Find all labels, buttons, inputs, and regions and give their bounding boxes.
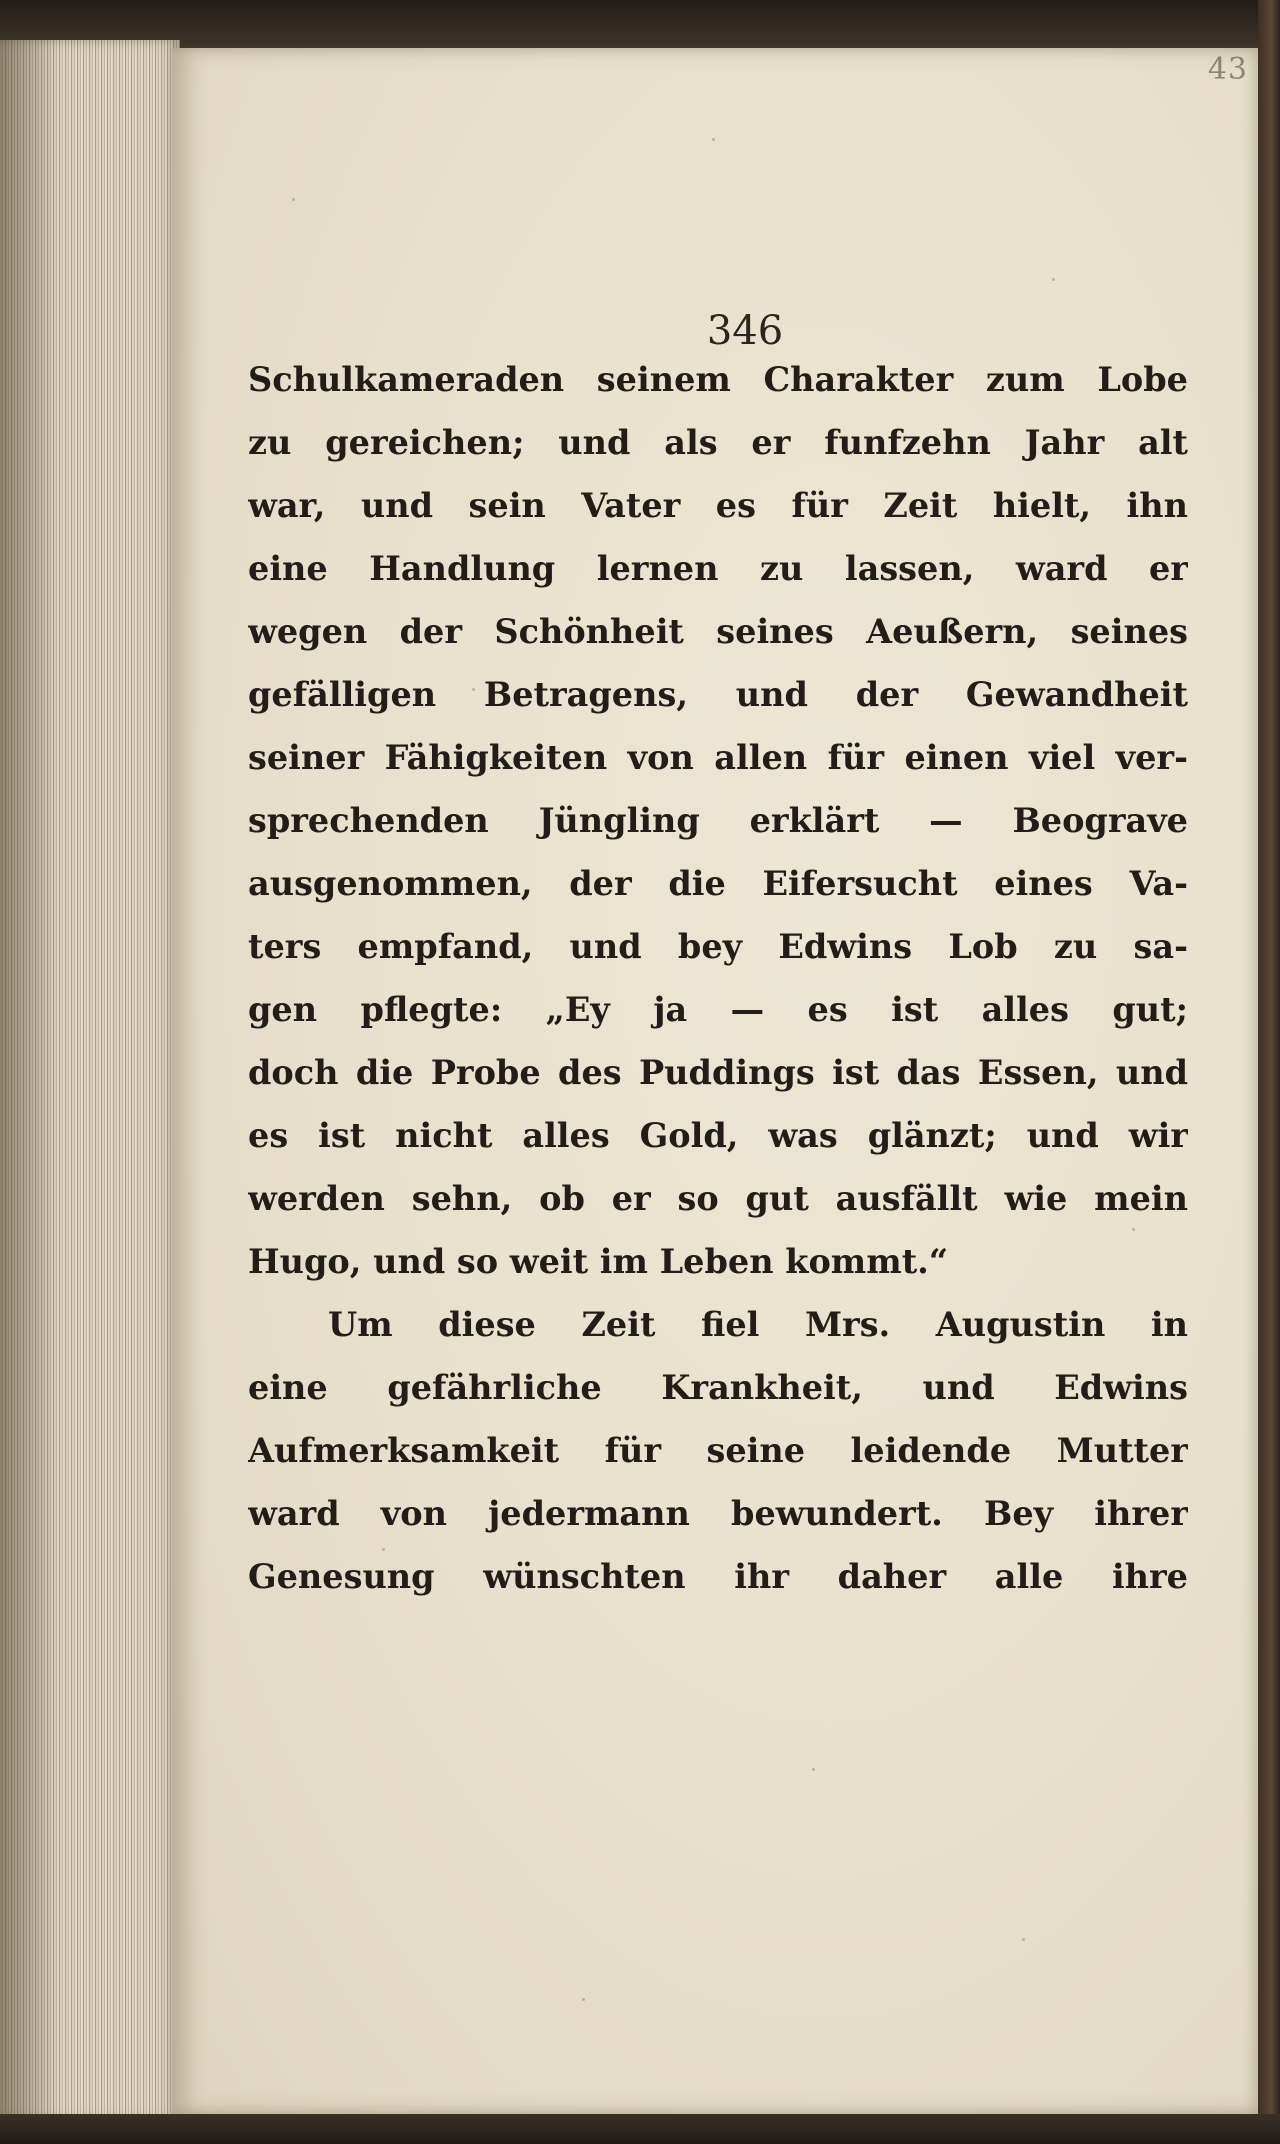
page-edges bbox=[0, 40, 180, 2120]
text-line: Um diese Zeit fiel Mrs. Augustin in bbox=[328, 1305, 1188, 1344]
text-line: wegen der Schönheit seines Aeußern, seines bbox=[248, 612, 1188, 651]
paper-speck bbox=[1022, 1938, 1025, 1941]
paper-speck bbox=[582, 1998, 585, 2001]
text-line: Hugo, und so weit im Leben kommt.“ bbox=[248, 1242, 949, 1281]
paper-speck bbox=[812, 1768, 815, 1771]
text-line: gen pflegte: „Ey ja — es ist alles gut; bbox=[248, 990, 1188, 1029]
paper-speck bbox=[712, 138, 715, 141]
paper-speck bbox=[292, 198, 295, 201]
paper-speck bbox=[1052, 278, 1055, 281]
text-line: doch die Probe des Puddings ist das Essen, und bbox=[248, 1053, 1188, 1092]
text-line: war, und sein Vater es für Zeit hielt, ihn bbox=[248, 486, 1188, 525]
text-line: Schulkameraden seinem Charakter zum Lobe bbox=[248, 360, 1188, 399]
text-line: ausgenommen, der die Eifersucht eines Va- bbox=[248, 864, 1188, 903]
text-line: ters empfand, und bey Edwins Lob zu sa- bbox=[248, 927, 1188, 966]
text-line: seiner Fähigkeiten von allen für einen viel ver- bbox=[248, 738, 1188, 777]
body-text bbox=[248, 348, 1188, 1608]
text-line: ward von jedermann bewundert. Bey ihrer bbox=[248, 1494, 1188, 1533]
text-line: eine gefährliche Krankheit, und Edwins bbox=[248, 1368, 1188, 1407]
text-line: werden sehn, ob er so gut ausfällt wie mein bbox=[248, 1179, 1188, 1218]
text-line: eine Handlung lernen zu lassen, ward er bbox=[248, 549, 1188, 588]
book-cover-right bbox=[1258, 0, 1280, 2144]
text-line: Aufmerksamkeit für seine leidende Mutter bbox=[248, 1431, 1188, 1470]
text-line: es ist nicht alles Gold, was glänzt; und wir bbox=[248, 1116, 1188, 1155]
text-line: zu gereichen; und als er funfzehn Jahr alt bbox=[248, 423, 1188, 462]
corner-mark: 43 bbox=[1207, 52, 1248, 87]
text-line: Genesung wünschten ihr daher alle ihre bbox=[248, 1557, 1188, 1596]
text-line: sprechenden Jüngling erklärt — Beograve bbox=[248, 801, 1188, 840]
book-cover-bottom bbox=[0, 2114, 1280, 2144]
page-number: 346 bbox=[706, 308, 784, 354]
text-line: gefälligen Betragens, und der Gewandheit bbox=[248, 675, 1188, 714]
